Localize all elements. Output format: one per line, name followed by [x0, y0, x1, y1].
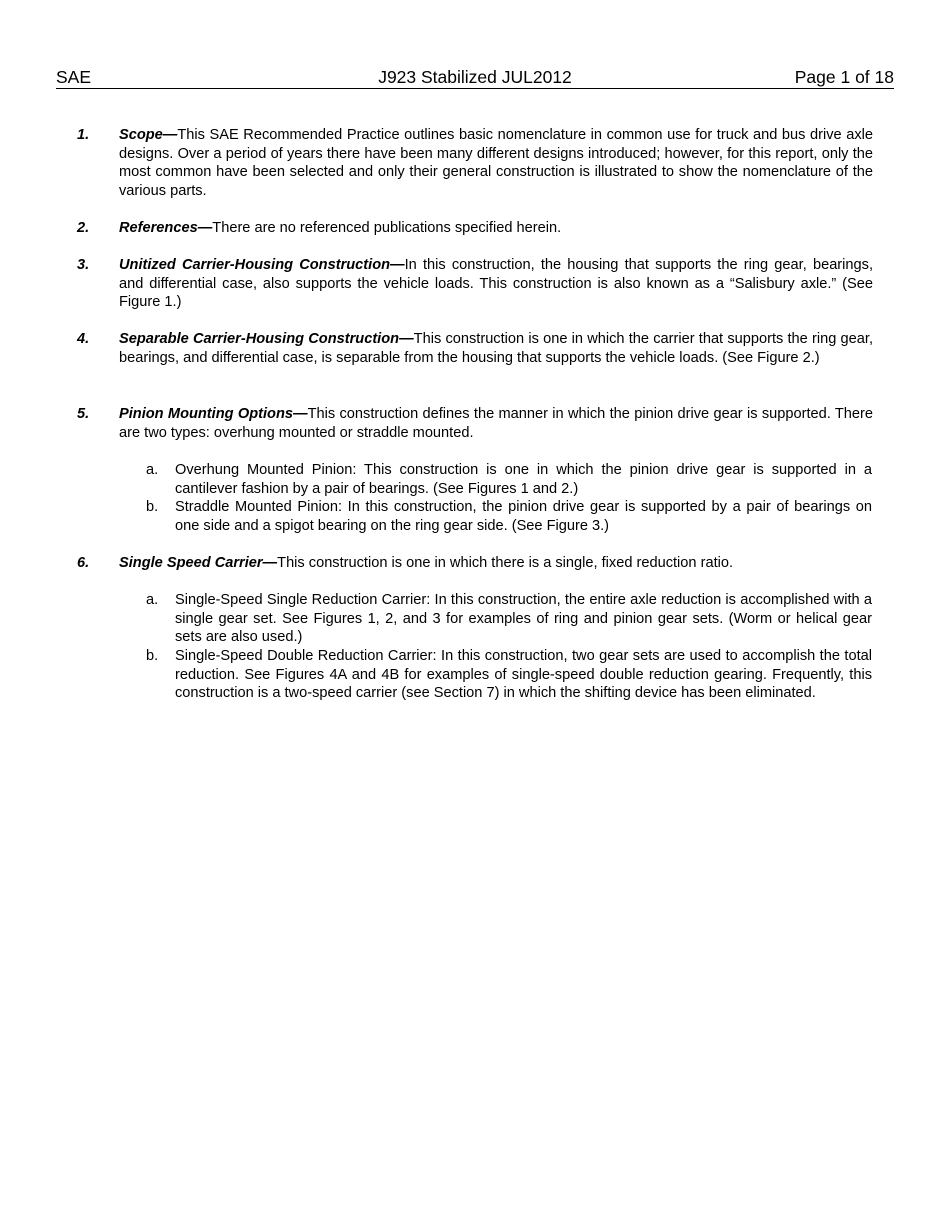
list-item [146, 591, 872, 647]
section-body [119, 330, 873, 367]
section-body [119, 554, 873, 573]
list-marker: a. [146, 462, 159, 478]
section-text: This construction is one in which the carrier that supports the ring gear, bearings, and differential case, is separable from the housing that supports the vehicle loads. (See Figure 2.) [119, 331, 873, 366]
section-number: 3. [77, 257, 90, 273]
section-title: Separable Carrier-Housing Construction— [119, 331, 414, 347]
section-number: 6. [77, 555, 90, 571]
section-text: This construction defines the manner in which the pinion drive gear is supported. There are two types: overhung mounted or straddle mounted. [119, 406, 874, 441]
list-item [146, 647, 872, 703]
section-body [119, 256, 873, 312]
section-text: This construction is one in which there is a single, fixed reduction ratio. [277, 555, 734, 571]
page-header [56, 67, 894, 89]
section-title: Pinion Mounting Options— [119, 406, 308, 422]
section-number: 5. [77, 406, 90, 422]
header-org: SAE [56, 67, 92, 87]
list-item [146, 461, 872, 498]
section-separable-carrier [77, 330, 873, 367]
section-body [119, 219, 873, 238]
section-number: 1. [77, 127, 90, 143]
section-number: 4. [77, 331, 90, 347]
section-body [119, 405, 873, 442]
section-title: Unitized Carrier-Housing Construction— [119, 257, 405, 273]
section-scope [77, 126, 873, 201]
section-number: 2. [77, 220, 90, 236]
list-marker: b. [146, 499, 159, 515]
section-text: In this construction, the housing that supports the ring gear, bearings, and differential case, also supports the vehicle loads. This construction is also known as a “Salisbury axle.” (See Figure 1.) [119, 257, 873, 311]
section-title: Scope— [119, 127, 178, 143]
header-page-number: Page 1 of 18 [794, 67, 894, 87]
header-doc-id: J923 Stabilized JUL2012 [378, 67, 572, 87]
section-unitized-carrier [77, 256, 873, 312]
section-title: Single Speed Carrier— [119, 555, 278, 571]
section-text: This SAE Recommended Practice outlines basic nomenclature in common use for truck and bus drive axle designs. Over a period of years there have been many different designs introduced; however, for this report, only the most common have been selected and only their general construction is illustrated to show the nomenclature of the various parts. [119, 127, 873, 200]
section-title: References— [119, 220, 213, 236]
list-marker: a. [146, 592, 159, 608]
section-body [119, 126, 873, 201]
list-item-text: Overhung Mounted Pinion: This construction is one in which the pinion drive gear is supported in a cantilever fashion by a pair of bearings. (See Figures 1 and 2.) [175, 462, 872, 497]
section-single-speed-carrier [77, 554, 873, 573]
section-pinion-mounting [77, 405, 873, 442]
section-text: There are no referenced publications specified herein. [212, 220, 562, 236]
list-item-text: Single-Speed Double Reduction Carrier: In this construction, two gear sets are used to accomplish the total reduction. See Figures 4A and 4B for examples of single-speed double reduction gearing. Frequently, this construction is a two-speed carrier (see Section 7) in which the shifting device has been eliminated. [175, 648, 872, 702]
list-item-text: Single-Speed Single Reduction Carrier: In this construction, the entire axle reduction is accomplished with a single gear set. See Figures 1, 2, and 3 for examples of ring and pinion gear sets. (Worm or helical gear sets are also used.) [175, 592, 872, 646]
list-marker: b. [146, 648, 159, 664]
list-item [146, 498, 872, 535]
list-item-text: Straddle Mounted Pinion: In this construction, the pinion drive gear is supported by a pair of bearings on one side and a spigot bearing on the ring gear side. (See Figure 3.) [175, 499, 872, 534]
section-references [77, 219, 873, 238]
